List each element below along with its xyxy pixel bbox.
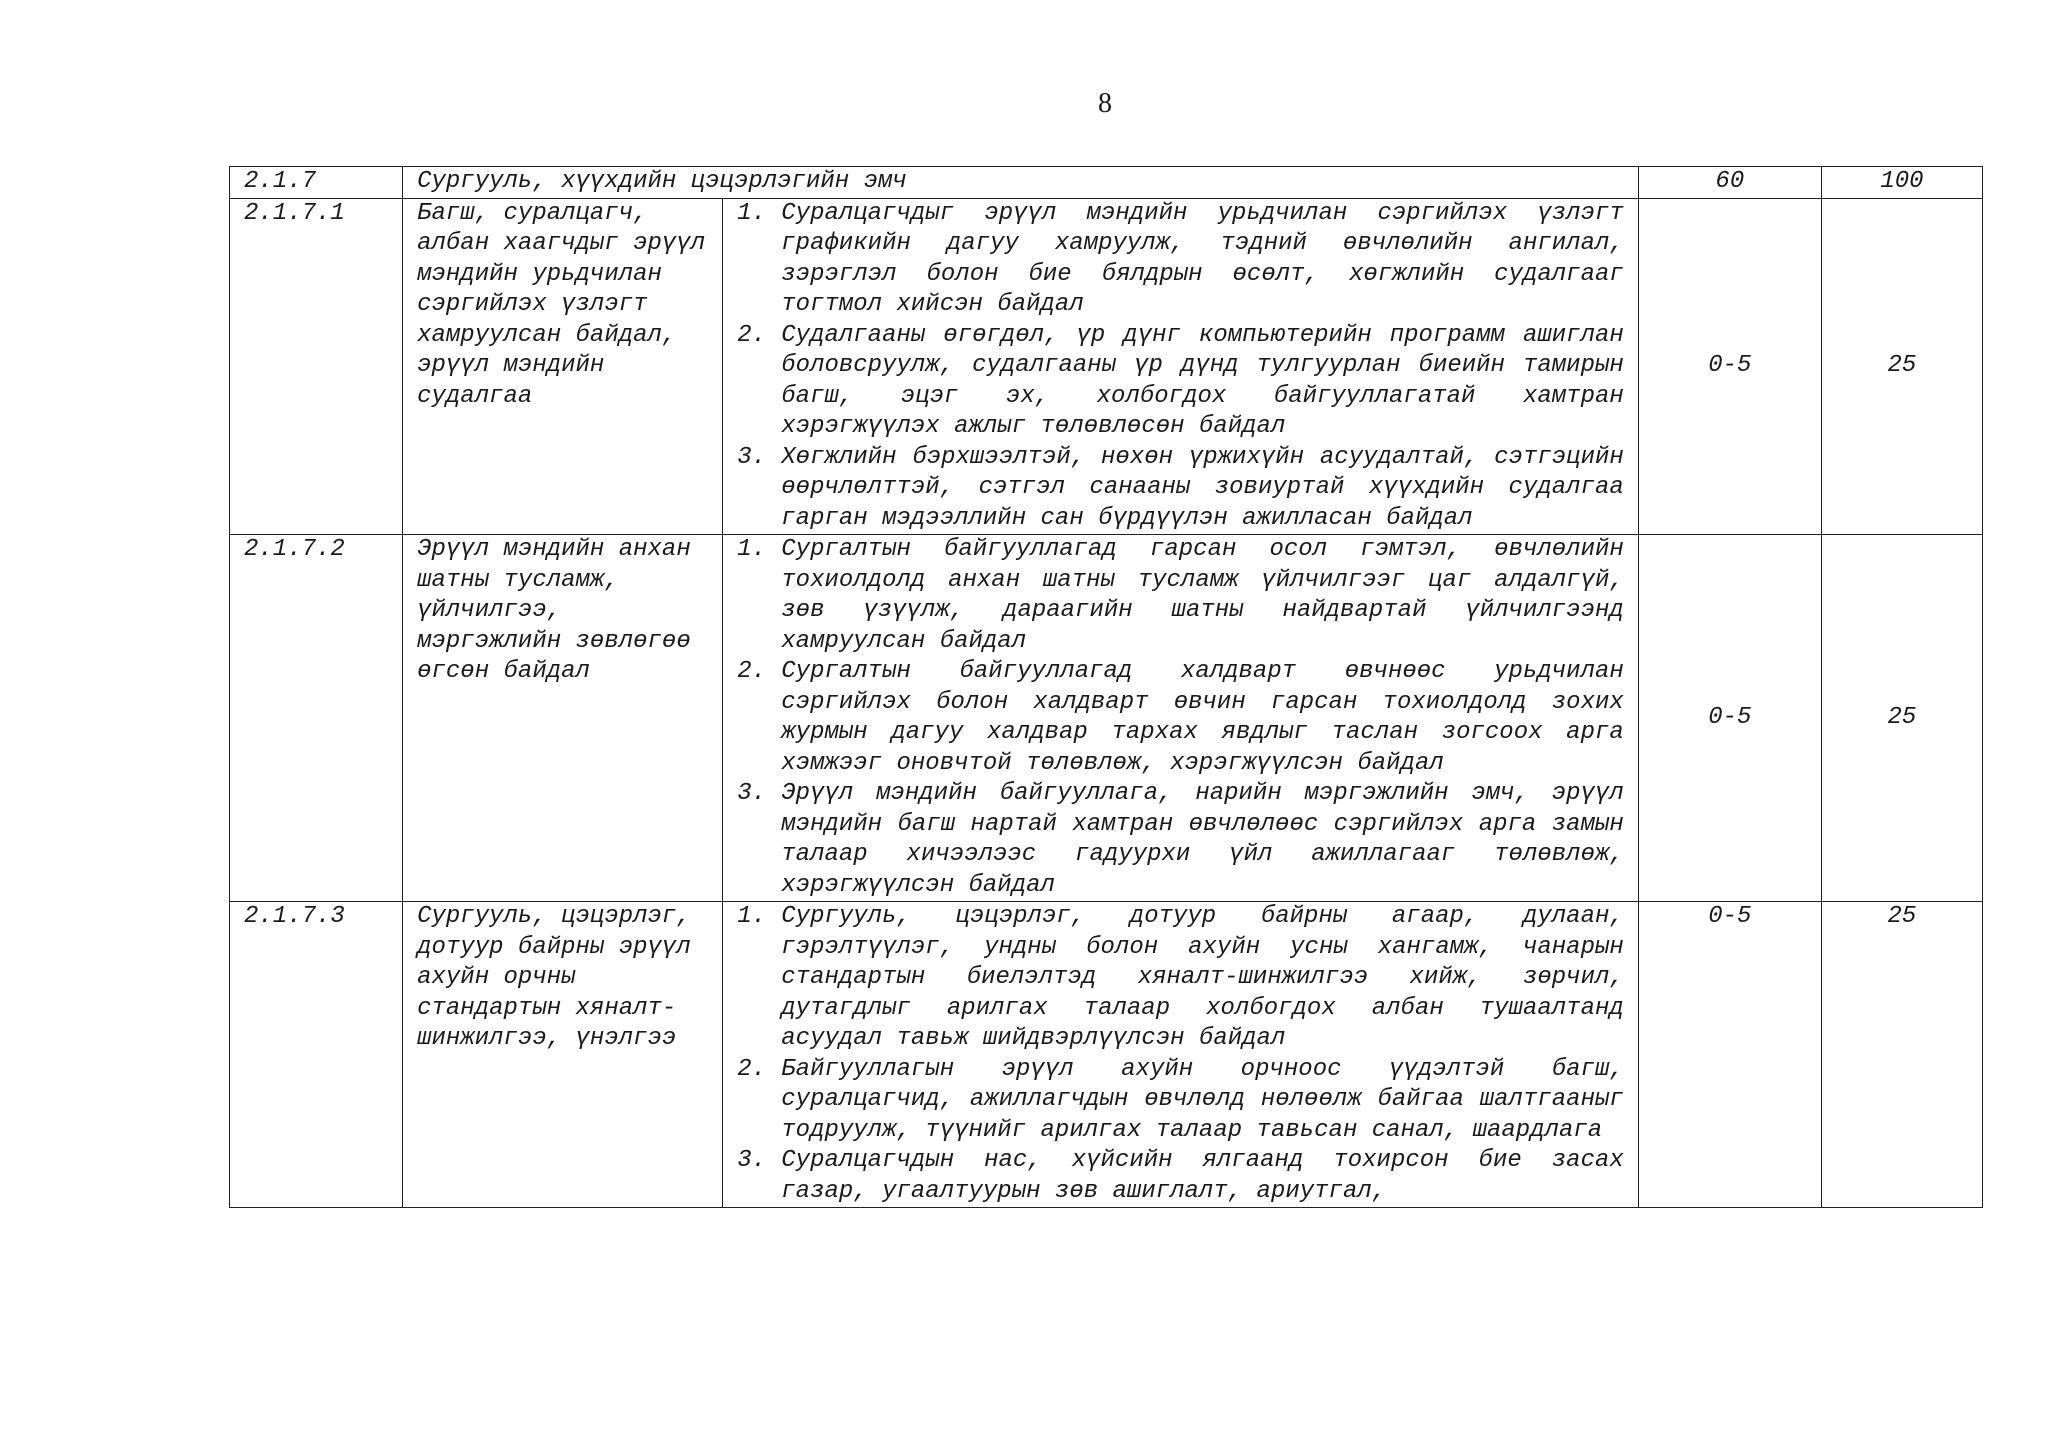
row-indicator: Эрүүл мэндийн анхан шатны тусламж, үйлчилгээ, мэргэжлийн зөвлөгөө өгсөн байдал [403,535,723,902]
row-score-range: 0-5 [1638,902,1821,1208]
row-max-score: 25 [1821,535,1982,902]
section-header-row [230,167,1983,199]
row-indicator: Багш, суралцагч, албан хаагчдыг эрүүл мэндийн урьдчилан сэргийлэх үзлэгт хамруулсан байдал, эрүүл мэндийн судалгаа [403,198,723,535]
table-row [230,198,1983,535]
row-score-range: 0-5 [1638,198,1821,535]
row-criteria [723,535,1639,902]
criteria-item: 2. Сургалтын байгууллагад халдварт өвчнөөс урьдчилан сэргийлэх болон халдварт өвчин гарсан тохиолдолд зохих журмын дагуу халдвар тархах явдлыг таслан зогсоох арга хэмжээг оновчтой төлөвлөж, хэрэгжүүлсэн байдал [737,658,1624,777]
section-max-score: 100 [1821,167,1982,199]
criteria-item: 2. Байгууллагын эрүүл ахуйн орчноос үүдэлтэй багш, суралцагчид, ажиллагчдын өвчлөлд нөлөөлж байгаа шалтгааныг тодруулж, түүнийг арилгах талаар тавьсан санал, шаардлага [737,1055,1624,1144]
criteria-item: 1. Сургууль, цэцэрлэг, дотуур байрны агаар, дулаан, гэрэлтүүлэг, ундны болон ахуйн усны хангамж, чанарын стандартын биелэлтэд хяналт-шинжилгээ хийж, зөрчил, дутагдлыг арилгах талаар холбогдох албан тушаалтанд асуудал тавьж шийдвэрлүүлсэн байдал [737,903,1624,1052]
criteria-item: 2. Судалгааны өгөгдөл, үр дүнг компьютерийн программ ашиглан боловсруулж, судалгааны үр дүнд тулгуурлан биеийн тамирын багш, эцэг эх, холбогдох байгууллагатай хамтран хэрэгжүүлэх ажлыг төлөвлөсөн байдал [737,321,1624,440]
criteria-item: 3. Эрүүл мэндийн байгууллага, нарийн мэргэжлийн эмч, эрүүл мэндийн багш нартай хамтран өвчлөлөөс сэргийлэх арга замын талаар хичээлээс гадуурхи үйл ажиллагааг төлөвлөж, хэрэгжүүлсэн байдал [737,780,1624,899]
row-indicator: Сургууль, цэцэрлэг, дотуур байрны эрүүл ахуйн орчны стандартын хяналт-шинжилгээ, үнэлгээ [403,902,723,1208]
section-title: Сургууль, хүүхдийн цэцэрлэгийн эмч [403,167,1639,199]
row-score-range: 0-5 [1638,535,1821,902]
section-code: 2.1.7 [230,167,403,199]
page-number: 8 [1098,88,1112,119]
row-code: 2.1.7.2 [230,535,403,902]
evaluation-table [229,166,1983,1208]
row-max-score: 25 [1821,198,1982,535]
row-criteria [723,902,1639,1208]
table-row [230,902,1983,1208]
row-criteria [723,198,1639,535]
row-max-score: 25 [1821,902,1982,1208]
criteria-item: 1. Суралцагчдыг эрүүл мэндийн урьдчилан сэргийлэх үзлэгт графикийн дагуу хамруулж, тэдний өвчлөлийн ангилал, зэрэглэл болон бие бялдрын өсөлт, хөгжлийн судалгааг тогтмол хийсэн байдал [737,199,1624,318]
table-row [230,535,1983,902]
row-code: 2.1.7.1 [230,198,403,535]
criteria-item: 3. Суралцагчдын нас, хүйсийн ялгаанд тохирсон бие засах газар, угаалтуурын зөв ашиглалт, ариутгал, [737,1147,1624,1205]
section-score-range: 60 [1638,167,1821,199]
criteria-item: 1. Сургалтын байгууллагад гарсан осол гэмтэл, өвчлөлийн тохиолдолд анхан шатны тусламж үйлчилгээг цаг алдалгүй, зөв үзүүлж, дараагийн шатны найдвартай үйлчилгээнд хамруулсан байдал [737,536,1624,655]
criteria-item: 3. Хөгжлийн бэрхшээлтэй, нөхөн үржихүйн асуудалтай, сэтгэцийн өөрчлөлттэй, сэтгэл санааны зовиуртай хүүхдийн судалгаа гарган мэдээллийн сан бүрдүүлэн ажилласан байдал [737,443,1624,532]
row-code: 2.1.7.3 [230,902,403,1208]
